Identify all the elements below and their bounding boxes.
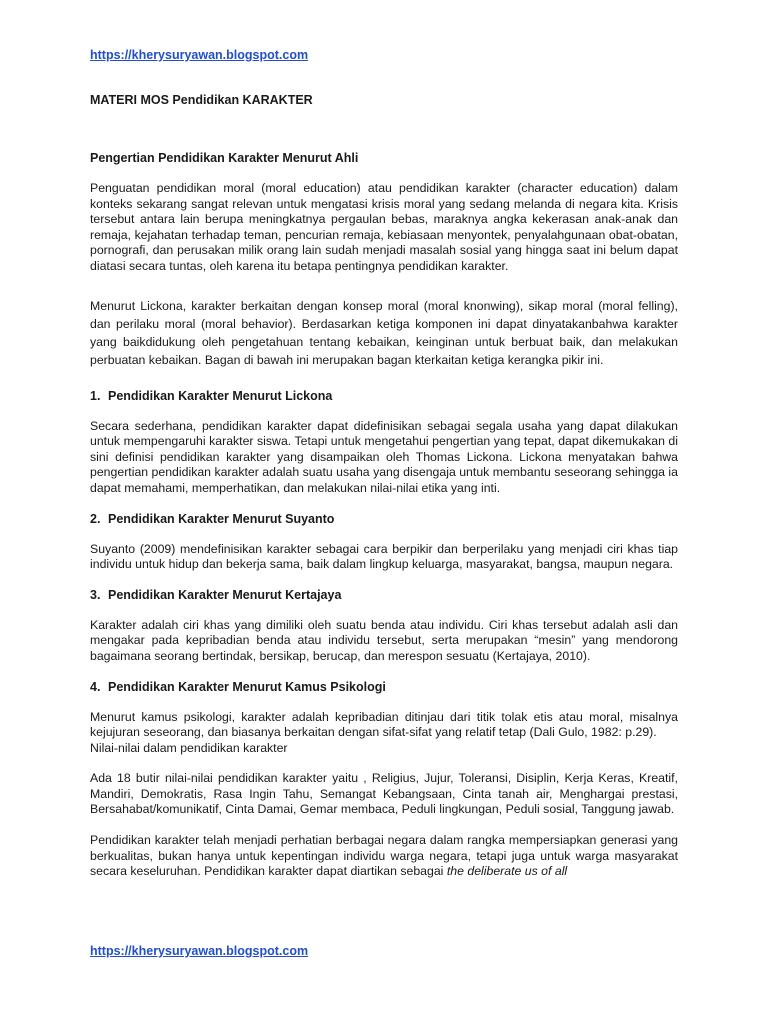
document-title: MATERI MOS Pendidikan KARAKTER [90, 93, 313, 107]
values-subheading: Nilai-nilai dalam pendidikan karakter [90, 740, 288, 755]
section-4-number: 4. [90, 679, 101, 694]
section-2-heading [90, 512, 678, 527]
header-blog-link[interactable]: https://kherysuryawan.blogspot.com [90, 48, 309, 62]
lickona-intro-paragraph: Menurut Lickona, karakter berkaitan dengan konsep moral (moral knonwing), sikap moral (moral felling), dan perilaku moral (moral behavior). Berdasarkan ketiga komponen ini dapat dinyatakanbahwa karakter yang baikdidukung oleh pengetahuan tentang kebaikan, keinginan untuk berbuat baik, dan melakukan perbuatan kebaikan. Bagan di bawah ini merupakan bagan kterkaitan ketiga kerangka pikir ini. [90, 298, 678, 367]
section-1-heading [90, 389, 678, 404]
section-2-title: Pendidikan Karakter Menurut Suyanto [108, 511, 335, 526]
section-4-title: Pendidikan Karakter Menurut Kamus Psikologi [108, 679, 386, 694]
section-2-paragraph: Suyanto (2009) mendefinisikan karakter sebagai cara berpikir dan berperilaku yang menjadi ciri khas tiap individu untuk hidup dan bekerja sama, baik dalam lingkup keluarga, masyarakat, bangsa, maupun negara. [90, 541, 678, 572]
main-heading: Pengertian Pendidikan Karakter Menurut Ahli [90, 151, 359, 165]
section-3-title: Pendidikan Karakter Menurut Kertajaya [108, 587, 342, 602]
section-1-title: Pendidikan Karakter Menurut Lickona [108, 388, 333, 403]
final-paragraph-text: Pendidikan karakter telah menjadi perhatian berbagai negara dalam rangka mempersiapkan generasi yang berkualitas, bukan hanya untuk kepentingan individu warga negara, tetapi juga untuk warga masyarakat secara keseluruhan. Pendidikan karakter dapat diartikan sebagai [90, 833, 678, 879]
section-4-text: Menurut kamus psikologi, karakter adalah kepribadian ditinjau dari titik tolak etis atau moral, misalnya kejujuran seseorang, dan biasanya berkaitan dengan sifat-sifat yang relatif tetap (Dali Gulo, 1982: p.29). [90, 709, 678, 740]
footer-blog-link[interactable]: https://kherysuryawan.blogspot.com [90, 944, 309, 958]
section-1-number: 1. [90, 388, 101, 403]
document-page [90, 0, 678, 1024]
section-3-paragraph: Karakter adalah ciri khas yang dimiliki oleh suatu benda atau individu. Ciri khas tersebut adalah asli dan mengakar pada kepribadian benda atau individu tersebut, serta merupakan “mesin” yang mendorong bagaimana seorang bertindak, bersikap, berucap, dan merespon sesuatu (Kertajaya, 2010). [90, 617, 678, 663]
section-4-paragraph [90, 710, 678, 757]
section-1-paragraph: Secara sederhana, pendidikan karakter dapat didefinisikan sebagai segala usaha yang dapat dilakukan untuk mempengaruhi karakter siswa. Tetapi untuk mengetahui pengertian yang tepat, dapat dikemukakan di sini definisi pendidikan karakter yang disampaikan oleh Thomas Lickona. Lickona menyatakan bahwa pengertian pendidikan karakter adalah suatu usaha yang disengaja untuk membantu seseorang sehingga ia dapat memahami, memperhatikan, dan melakukan nilai-nilai etika yang inti. [90, 418, 678, 495]
values-paragraph: Ada 18 butir nilai-nilai pendidikan karakter yaitu , Religius, Jujur, Toleransi, Disiplin, Kerja Keras, Kreatif, Mandiri, Demokratis, Rasa Ingin Tahu, Semangat Kebangsaan, Cinta tanah air, Menghargai prestasi, Bersahabat/komunikatif, Cinta Damai, Gemar membaca, Peduli lingkungan, Peduli sosial, Tanggung jawab. [90, 771, 678, 817]
final-paragraph [90, 833, 678, 880]
intro-paragraph: Penguatan pendidikan moral (moral education) atau pendidikan karakter (character education) dalam konteks sekarang sangat relevan untuk mengatasi krisis moral yang sedang melanda di negara kita. Krisis tersebut antara lain berupa meningkatnya pergaulan bebas, maraknya angka kekerasan anak-anak dan remaja, kejahatan terhadap teman, pencurian remaja, kebiasaan menyontek, penyalahgunaan obat-obatan, pornografi, dan perusakan milik orang lain sudah menjadi masalah sosial yang hingga saat ini belum dapat diatasi secara tuntas, oleh karena itu betapa pentingnya pendidikan karakter. [90, 181, 678, 273]
document-body [90, 151, 678, 895]
section-3-number: 3. [90, 587, 101, 602]
section-4-heading [90, 680, 678, 695]
section-3-heading [90, 588, 678, 603]
final-paragraph-italic: the deliberate us of all [446, 864, 568, 879]
section-2-number: 2. [90, 511, 101, 526]
